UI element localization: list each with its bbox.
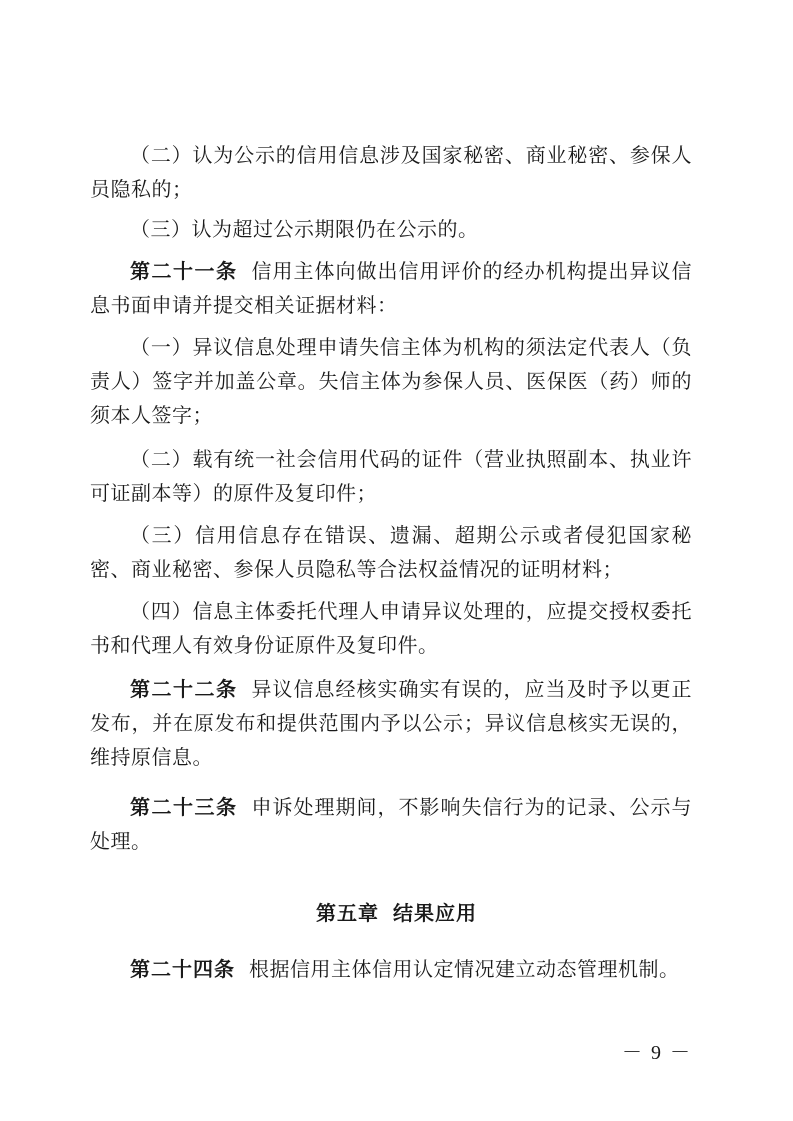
article-23-label: 第二十三条	[130, 795, 238, 819]
article-21-label: 第二十一条	[130, 259, 238, 283]
paragraph-item-3	[90, 212, 692, 246]
paragraph-text: （二）认为公示的信用信息涉及国家秘密、商业秘密、参保人员隐私的；	[90, 143, 692, 201]
article-21-item-text: （一）异议信息处理申请失信主体为机构的须法定代表人（负责人）签字并加盖公章。失信主体为参保人员、医保医（药）师的须本人签字；	[90, 335, 692, 427]
article-21-item-3	[90, 518, 692, 586]
paragraph-text: （三）认为超过公示期限仍在公示的。	[130, 217, 479, 241]
article-22-text: 异议信息经核实确实有误的，应当及时予以更正发布，并在原发布和提供范围内予以公示；异议信息核实无误的，维持原信息。	[90, 677, 692, 769]
article-21-text: 信用主体向做出信用评价的经办机构提出异议信息书面申请并提交相关证据材料：	[90, 259, 692, 317]
article-21-item-text: （四）信息主体委托代理人申请异议处理的，应提交授权委托书和代理人有效身份证原件及复印件。	[90, 599, 692, 657]
article-21-item-1	[90, 330, 692, 432]
chapter-heading	[0, 897, 793, 926]
chapter-number: 第五章	[316, 901, 379, 925]
article-23-text: 申诉处理期间，不影响失信行为的记录、公示与处理。	[90, 795, 692, 853]
article-24	[90, 952, 692, 986]
article-21-item-text: （二）载有统一社会信用代码的证件（营业执照副本、执业许可证副本等）的原件及复印件；	[90, 447, 692, 505]
article-24-label: 第二十四条	[130, 957, 235, 981]
paragraph-item-2	[90, 138, 692, 206]
page-number: － 9 －	[622, 1042, 692, 1064]
article-23	[90, 790, 692, 858]
article-21-item-text: （三）信用信息存在错误、遗漏、超期公示或者侵犯国家秘密、商业秘密、参保人员隐私等合法权益情况的证明材料；	[90, 523, 692, 581]
article-22	[90, 672, 692, 774]
article-24-text: 根据信用主体信用认定情况建立动态管理机制。	[249, 957, 680, 981]
article-21-item-4	[90, 594, 692, 662]
chapter-title: 结果应用	[393, 901, 477, 925]
article-21-item-2	[90, 442, 692, 510]
article-22-label: 第二十二条	[130, 677, 238, 701]
article-21	[90, 254, 692, 322]
